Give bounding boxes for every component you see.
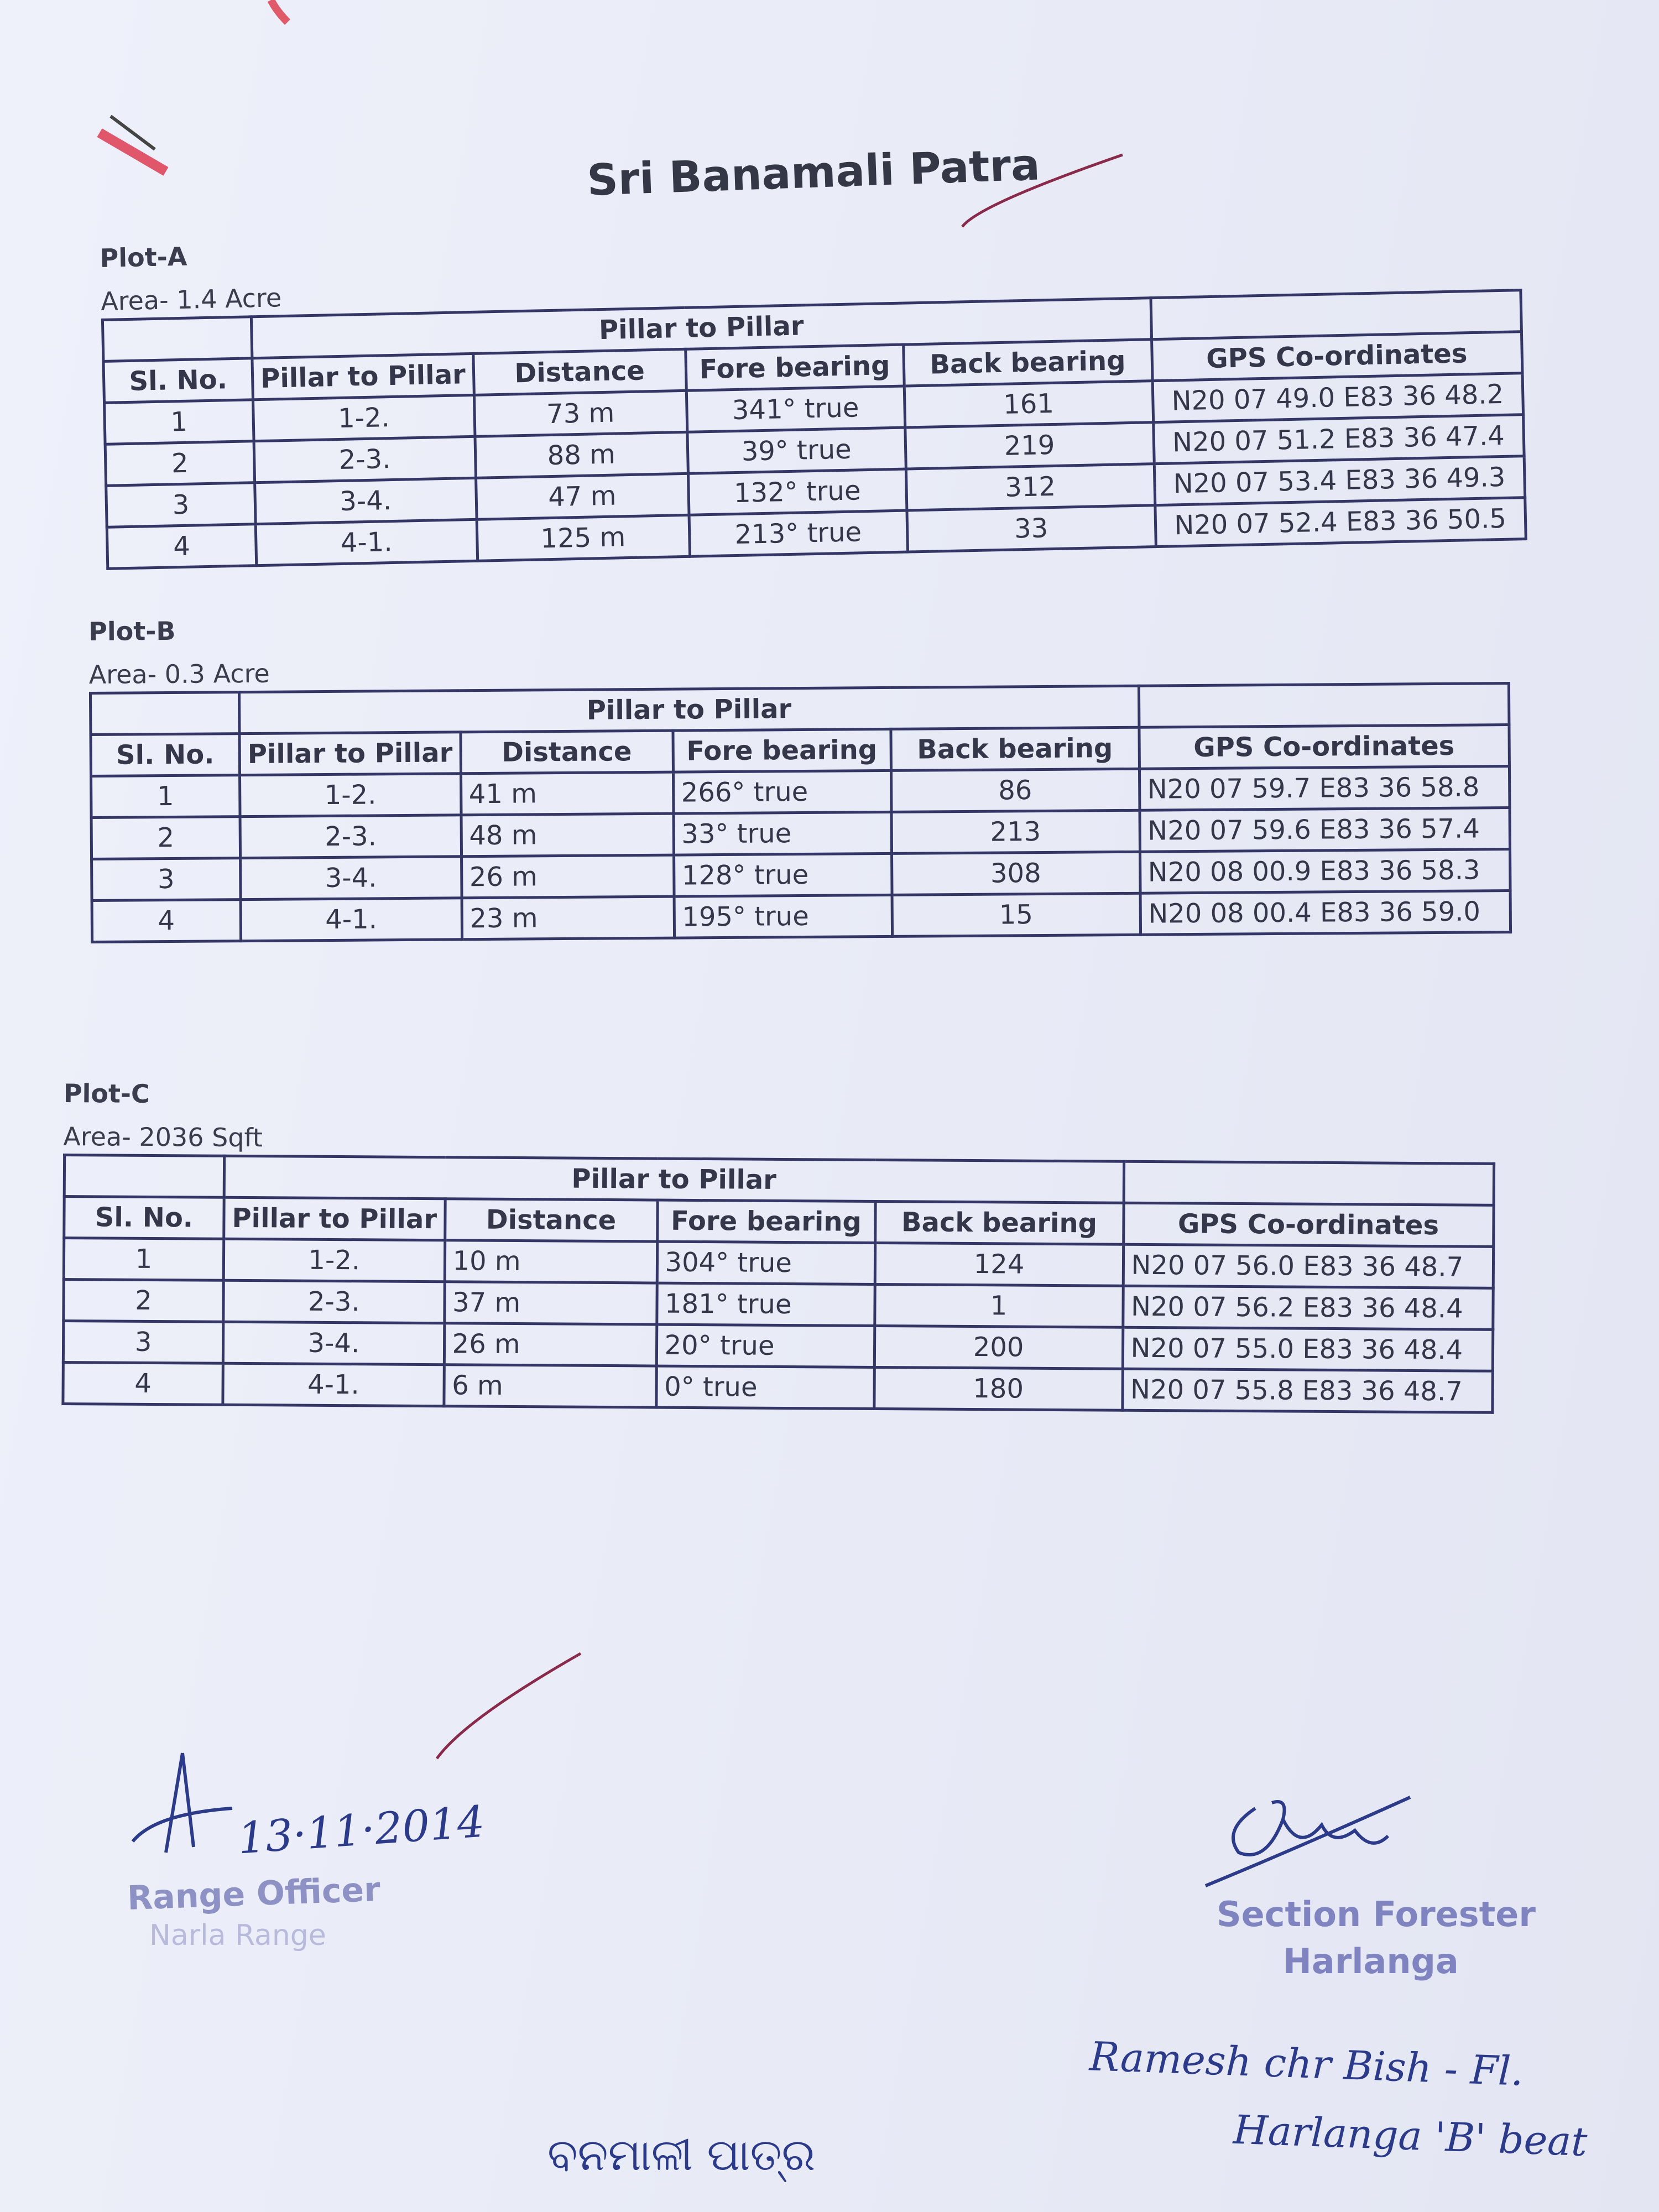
cell-sl: 1 (91, 775, 241, 818)
cell-back: 1 (874, 1284, 1123, 1327)
cell-sl: 3 (106, 483, 256, 528)
cell-back: 161 (904, 381, 1153, 427)
cell-pillar: 1-2. (253, 395, 474, 441)
plot-c-block (61, 1078, 1495, 1414)
header-pillar: Pillar to Pillar (224, 1197, 445, 1240)
cell-gps: N20 07 59.6 E83 36 57.4 (1140, 808, 1510, 852)
plot-b-block (88, 607, 1512, 943)
cell-back: 219 (905, 422, 1154, 469)
cell-pillar: 4-1. (223, 1363, 444, 1406)
cell-gps: N20 07 51.2 E83 36 47.4 (1153, 415, 1524, 464)
string-decoration (0, 0, 332, 221)
plot-label: Plot-A (100, 241, 187, 273)
header-blank (1124, 1161, 1494, 1205)
cell-sl: 4 (92, 900, 241, 942)
cell-gps: N20 07 55.8 E83 36 48.7 (1122, 1369, 1492, 1412)
cell-back: 200 (874, 1326, 1123, 1369)
cell-sl: 3 (92, 858, 241, 901)
cell-gps: N20 07 56.0 E83 36 48.7 (1123, 1244, 1493, 1288)
cell-sl: 2 (105, 441, 255, 486)
header-blank (1139, 684, 1509, 728)
cell-sl: 4 (63, 1363, 223, 1405)
header-back-bearing: Back bearing (891, 727, 1140, 770)
section-forester-stamp-title: Section Forester (1217, 1894, 1536, 1934)
cell-distance: 10 m (445, 1240, 657, 1283)
range-officer-stamp-title: Range Officer (126, 1870, 381, 1918)
header-fore-bearing: Fore bearing (673, 729, 891, 772)
cell-distance: 48 m (461, 813, 674, 857)
cell-gps: N20 08 00.4 E83 36 59.0 (1140, 891, 1511, 935)
cell-fore: 132° true (688, 469, 906, 515)
cell-pillar: 2-3. (254, 436, 476, 482)
cell-fore: 213° true (689, 510, 907, 556)
cell-sl: 3 (63, 1321, 223, 1364)
header-back-bearing: Back bearing (903, 340, 1152, 386)
cell-gps: N20 07 53.4 E83 36 49.3 (1154, 456, 1525, 505)
header-distance: Distance (473, 349, 686, 395)
cell-back: 308 (891, 852, 1140, 895)
header-sl-no: Sl. No. (64, 1197, 224, 1239)
cell-sl: 1 (105, 400, 254, 445)
cell-pillar: 3-4. (255, 478, 477, 524)
cell-distance: 26 m (444, 1323, 656, 1366)
plot-a-table (101, 289, 1527, 570)
header-blank (64, 1155, 224, 1198)
cell-back: 124 (875, 1243, 1123, 1286)
range-officer-stamp-place: Narla Range (149, 1919, 326, 1952)
cell-distance: 73 m (474, 390, 687, 436)
cell-gps: N20 07 59.7 E83 36 58.8 (1139, 766, 1510, 811)
header-group: Pillar to Pillar (239, 686, 1139, 733)
handwritten-name: Ramesh chr Bish - Fl. (1088, 2033, 1525, 2095)
cell-fore: 266° true (673, 770, 891, 813)
cell-sl: 2 (91, 817, 241, 859)
cell-pillar: 4-1. (255, 519, 477, 565)
plot-area: Area- 2036 Sqft (63, 1121, 263, 1153)
header-fore-bearing: Fore bearing (685, 345, 904, 390)
cell-distance: 47 m (476, 473, 688, 519)
plot-b-table (89, 682, 1512, 943)
header-gps: GPS Co-ordinates (1151, 332, 1522, 381)
pen-stroke (431, 1648, 586, 1770)
header-distance: Distance (461, 731, 674, 774)
cell-distance: 23 m (462, 896, 675, 940)
page-title: Sri Banamali Patra (586, 140, 1041, 206)
cell-sl: 1 (64, 1238, 223, 1281)
cell-fore: 33° true (674, 812, 892, 855)
cell-distance: 88 m (475, 432, 688, 478)
cell-pillar: 3-4. (223, 1322, 444, 1364)
cell-pillar: 3-4. (241, 857, 462, 900)
cell-gps: N20 07 56.2 E83 36 48.4 (1123, 1286, 1493, 1329)
cell-back: 213 (891, 810, 1140, 853)
cell-gps: N20 07 55.0 E83 36 48.4 (1123, 1327, 1493, 1371)
table-row (63, 1363, 1493, 1413)
cell-pillar: 1-2. (223, 1239, 445, 1281)
range-officer-date: 13·11·2014 (236, 1797, 487, 1864)
cell-sl: 4 (107, 524, 257, 569)
handwritten-beat: Harlanga 'B' beat (1232, 2106, 1588, 2166)
cell-fore: 304° true (657, 1241, 875, 1284)
cell-back: 86 (891, 769, 1140, 812)
plot-label: Plot-B (88, 615, 176, 646)
cell-back: 180 (874, 1367, 1122, 1410)
cell-pillar: 2-3. (223, 1280, 445, 1323)
cell-back: 15 (892, 893, 1141, 936)
section-forester-stamp-place: Harlanga (1283, 1941, 1459, 1981)
cell-gps: N20 08 00.9 E83 36 58.3 (1140, 849, 1510, 894)
cell-back: 33 (906, 505, 1155, 552)
cell-pillar: 4-1. (241, 898, 462, 941)
cell-fore: 0° true (656, 1366, 874, 1408)
cell-distance: 26 m (461, 855, 674, 898)
cell-fore: 341° true (686, 386, 905, 432)
header-blank (90, 692, 239, 735)
range-officer-signature-mark (122, 1747, 243, 1858)
section-forester-signature-mark (1189, 1786, 1465, 1897)
cell-pillar: 1-2. (240, 774, 461, 817)
cell-distance: 6 m (444, 1365, 656, 1407)
header-pillar: Pillar to Pillar (239, 732, 461, 775)
header-distance: Distance (445, 1199, 657, 1241)
cell-gps: N20 07 52.4 E83 36 50.5 (1155, 498, 1525, 547)
cell-fore: 181° true (656, 1283, 874, 1326)
cell-fore: 195° true (674, 895, 893, 938)
plot-a-block (100, 213, 1527, 570)
cell-distance: 37 m (444, 1282, 656, 1324)
plot-c-table (61, 1154, 1495, 1414)
header-fore-bearing: Fore bearing (657, 1200, 875, 1243)
header-gps: GPS Co-ordinates (1139, 725, 1509, 769)
cell-distance: 41 m (461, 772, 674, 815)
cell-fore: 39° true (687, 427, 905, 473)
header-gps: GPS Co-ordinates (1123, 1203, 1493, 1246)
cell-distance: 125 m (477, 515, 690, 561)
header-sl-no: Sl. No. (91, 734, 240, 776)
cell-fore: 20° true (656, 1324, 874, 1367)
cell-pillar: 2-3. (240, 815, 461, 858)
plot-area: Area- 1.4 Acre (100, 283, 282, 316)
cell-fore: 128° true (674, 853, 892, 896)
plot-area: Area- 0.3 Acre (88, 658, 270, 690)
header-back-bearing: Back bearing (875, 1201, 1123, 1244)
cell-back: 312 (906, 464, 1155, 510)
header-blank (1151, 290, 1521, 340)
header-blank (102, 317, 252, 362)
header-sl-no: Sl. No. (103, 358, 253, 403)
cell-gps: N20 07 49.0 E83 36 48.2 (1152, 373, 1523, 422)
header-group: Pillar to Pillar (251, 298, 1151, 358)
odia-signature: ବନମାଳୀ ପାତ୍ର (547, 2129, 816, 2180)
header-group: Pillar to Pillar (224, 1156, 1124, 1203)
plot-label: Plot-C (63, 1078, 150, 1109)
cell-sl: 2 (64, 1280, 223, 1322)
header-pillar: Pillar to Pillar (252, 353, 474, 399)
